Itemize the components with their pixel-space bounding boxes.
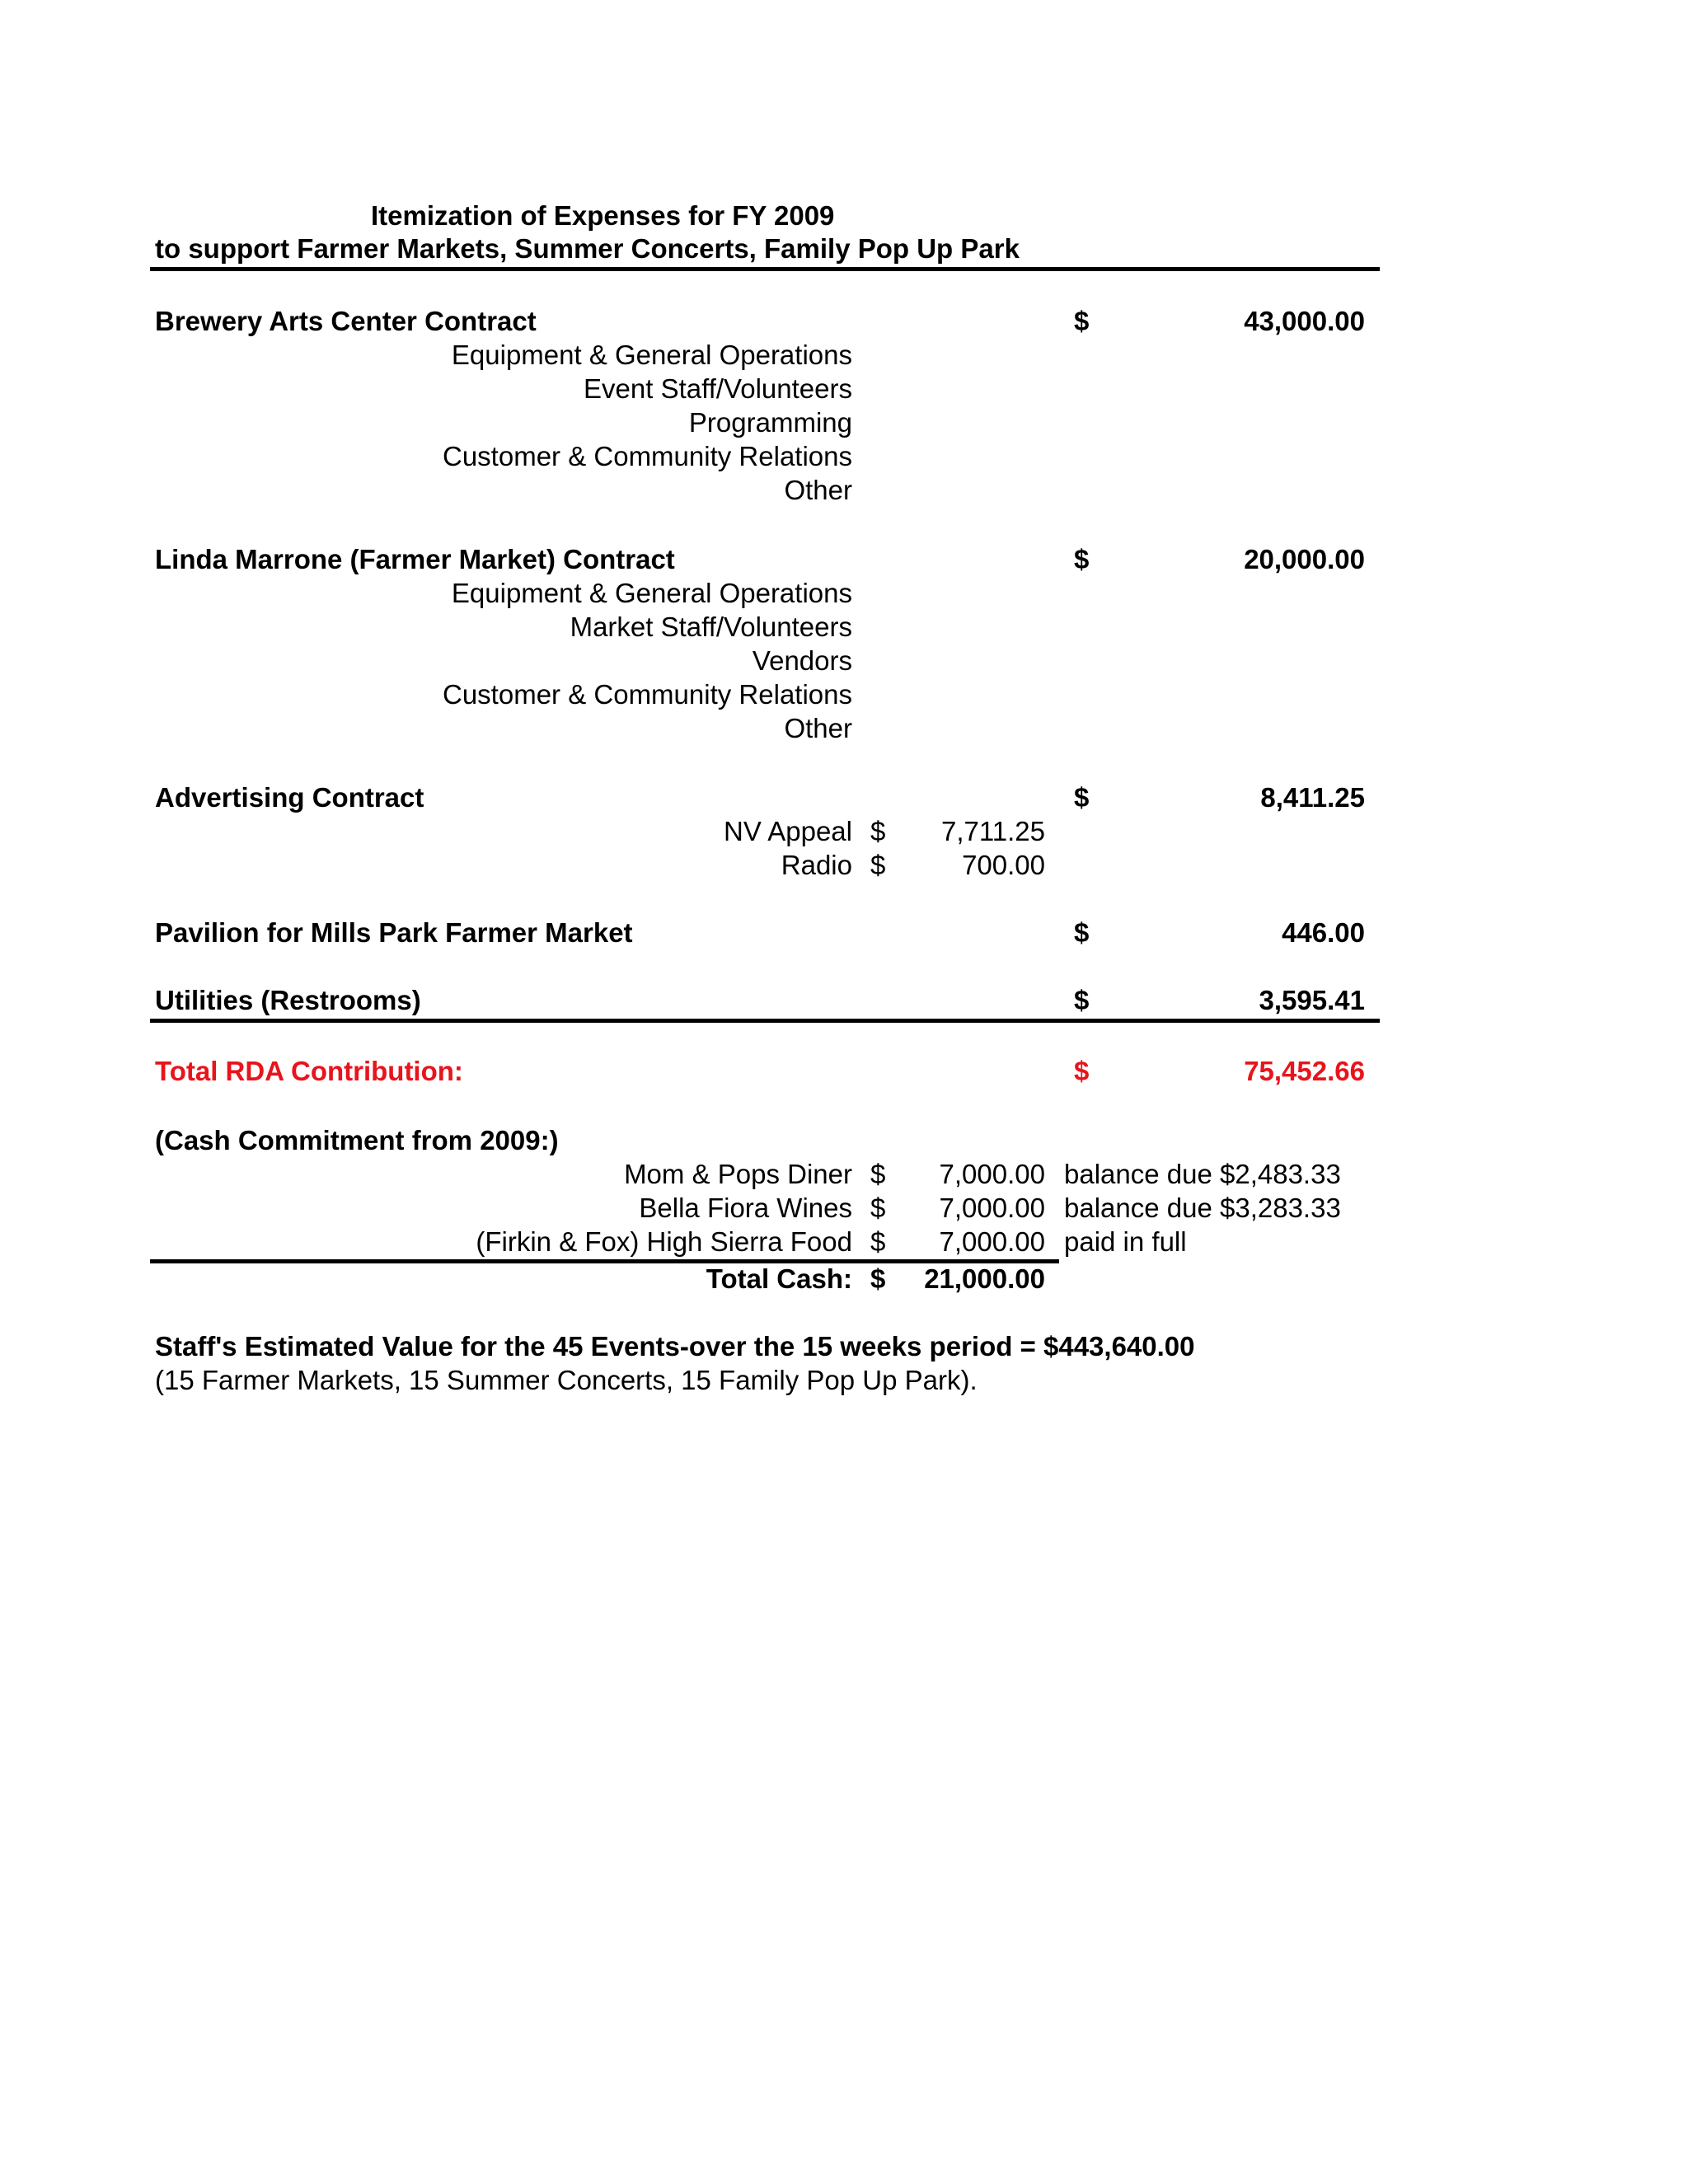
staff-estimate-line: Staff's Estimated Value for the 45 Events-over the 15 weeks period = $443,640.00 (155, 1331, 1195, 1361)
staff-estimate-note: (15 Farmer Markets, 15 Summer Concerts, 15 Family Pop Up Park). (155, 1365, 978, 1395)
brewery-amount: 43,000.00 (1244, 306, 1365, 336)
brewery-item: Customer & Community Relations (443, 441, 852, 471)
advertising-item-label: NV Appeal (724, 816, 852, 846)
subtotal-rule (150, 1019, 1380, 1023)
pavilion-currency: $ (1074, 917, 1090, 948)
utilities-currency: $ (1074, 985, 1090, 1015)
total-rda-currency: $ (1074, 1056, 1090, 1086)
cash-title: (Cash Commitment from 2009:) (155, 1125, 559, 1155)
pavilion-amount: 446.00 (1282, 917, 1365, 948)
linda-amount: 20,000.00 (1244, 544, 1365, 574)
brewery-item: Event Staff/Volunteers (584, 373, 852, 404)
cash-item-label: Bella Fiora Wines (639, 1193, 852, 1223)
advertising-item-label: Radio (781, 850, 852, 880)
cash-item-amount: 7,000.00 (939, 1193, 1045, 1223)
brewery-item: Equipment & General Operations (451, 340, 852, 370)
cash-item-currency: $ (870, 1226, 886, 1257)
cash-item-note: balance due $3,283.33 (1064, 1193, 1341, 1223)
cash-item-currency: $ (870, 1159, 886, 1189)
cash-item-label: (Firkin & Fox) High Sierra Food (476, 1226, 852, 1257)
utilities-title: Utilities (Restrooms) (155, 985, 421, 1015)
linda-item: Equipment & General Operations (451, 578, 852, 608)
linda-item: Customer & Community Relations (443, 679, 852, 710)
advertising-item-currency: $ (870, 850, 886, 880)
cash-item-label: Mom & Pops Diner (624, 1159, 852, 1189)
advertising-item-currency: $ (870, 816, 886, 846)
title-line-2: to support Farmer Markets, Summer Concerts, Family Pop Up Park (155, 233, 1020, 264)
advertising-title: Advertising Contract (155, 782, 424, 813)
brewery-title: Brewery Arts Center Contract (155, 306, 537, 336)
brewery-item: Other (784, 475, 852, 505)
title-line-1: Itemization of Expenses for FY 2009 (371, 200, 835, 231)
total-rda-amount: 75,452.66 (1244, 1056, 1365, 1086)
total-cash-currency: $ (870, 1263, 886, 1294)
total-cash-label: Total Cash: (706, 1263, 852, 1294)
brewery-item: Programming (688, 407, 852, 438)
linda-item: Vendors (752, 645, 852, 676)
cash-item-amount: 7,000.00 (939, 1226, 1045, 1257)
utilities-amount: 3,595.41 (1259, 985, 1365, 1015)
linda-item: Market Staff/Volunteers (570, 612, 852, 642)
cash-item-amount: 7,000.00 (939, 1159, 1045, 1189)
cash-item-note: balance due $2,483.33 (1064, 1159, 1341, 1189)
pavilion-title: Pavilion for Mills Park Farmer Market (155, 917, 633, 948)
advertising-item-amount: 7,711.25 (940, 816, 1045, 846)
linda-item: Other (784, 713, 852, 743)
header-rule (150, 267, 1380, 271)
cash-item-currency: $ (870, 1193, 886, 1223)
total-rda-label: Total RDA Contribution: (155, 1056, 463, 1086)
advertising-item-amount: 700.00 (962, 850, 1045, 880)
brewery-currency: $ (1074, 306, 1090, 336)
linda-currency: $ (1074, 544, 1090, 574)
advertising-amount: 8,411.25 (1260, 782, 1365, 813)
linda-title: Linda Marrone (Farmer Market) Contract (155, 544, 675, 574)
advertising-currency: $ (1074, 782, 1090, 813)
cash-item-note: paid in full (1064, 1226, 1187, 1257)
total-cash-amount: 21,000.00 (924, 1263, 1045, 1294)
